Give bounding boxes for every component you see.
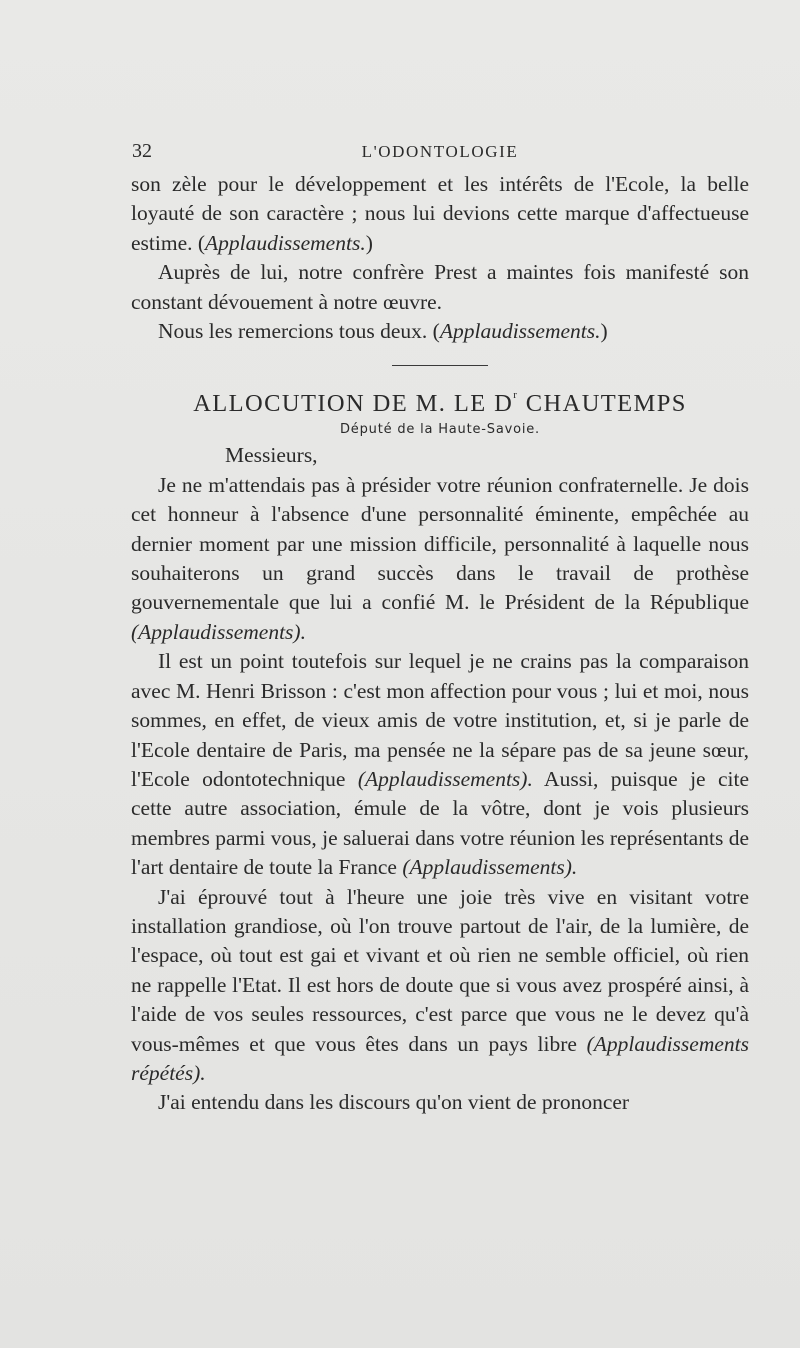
speech-paragraph-1: [131, 471, 749, 647]
intro-paragraph-2: Auprès de lui, notre confrère Prest a maintes fois manifesté son constant dévouement à notre œuvre.: [131, 260, 749, 314]
journal-title: L'ODONTOLOGIE: [361, 142, 519, 161]
section-title-part2: CHAUTEMPS: [518, 390, 687, 418]
speech-paragraph-3: [131, 883, 749, 1089]
speech-paragraph-3-text: J'ai éprouvé tout à l'heure une joie très vive en visitant votre installation grandiose, où l'on trouve partout de l'air, de la lumière, de l'espace, où tout est gai et vivant et où rien ne semble officiel, où rien ne rappelle l'Etat. Il est hors de doute que si vous avez prospéré ainsi, à l'aide de vos seules ressources, c'est parce que vous ne le devez qu'à vous-mêmes et que vous êtes dans un pays libre: [131, 884, 749, 1056]
applause-note: Applaudissements.: [205, 230, 366, 255]
section-title-part1: ALLOCUTION DE M. LE D: [193, 390, 514, 418]
speech-paragraph-2: [131, 647, 749, 882]
applause-note: (Applaudissements).: [357, 766, 533, 791]
page-number: 32: [132, 140, 152, 162]
applause-note: (Applaudissements répétés).: [131, 1031, 749, 1085]
paren-close: ): [365, 230, 373, 255]
salutation: Messieurs,: [225, 443, 318, 468]
body-text: [131, 170, 749, 1118]
intro-paragraph-1-text: son zèle pour le développement et les intérêts de l'Ecole, la belle loyauté de son caractère ; nous lui devions cette marque d'affectueuse estime. (: [131, 172, 749, 255]
applause-note: Applaudissements.: [439, 319, 601, 344]
section-title-sup: r: [513, 389, 519, 402]
section-title: [131, 389, 749, 419]
running-head: [130, 140, 750, 164]
speech-paragraph-1-text: Je ne m'attendais pas à présider votre réunion confraternelle. Je dois cet honneur à l'absence d'une personnalité éminente, empêchée au dernier moment par une mission difficile, personnalité à laquelle nous souhaiterons un grand succès dans le travail de prothèse gouvernementale que lui a confié M. le Président de la République: [131, 472, 749, 615]
speech-paragraph-2-text-b: Aussi, puisque je cite cette autre association, émule de la vôtre, dont je vois plusieurs membres parmi vous, je saluerai dans votre réunion les représentants de l'art dentaire de toute la France: [131, 766, 749, 880]
section-divider: [392, 365, 488, 366]
paren-close: ): [600, 319, 608, 344]
speech-paragraph-2-text-a: Il est un point toutefois sur lequel je ne crains pas la comparaison avec M. Henri Brisson : c'est mon affection pour vous ; lui et moi, nous sommes, en effet, de vieux amis de votre institution, et, si je parle de l'Ecole dentaire de Paris, ma pensée ne la sépare pas de sa jeune sœur, l'Ecole odontotechnique: [131, 649, 749, 791]
intro-paragraph-1: [131, 170, 749, 258]
intro-paragraph-3: [131, 317, 749, 346]
applause-note: (Applaudissements).: [402, 855, 578, 880]
section-subtitle: Député de la Haute-Savoie.: [340, 422, 540, 438]
speech-paragraph-4: J'ai entendu dans les discours qu'on vient de prononcer: [158, 1090, 630, 1115]
intro-paragraph-3-text: Nous les remercions tous deux. (: [158, 319, 440, 344]
applause-note: (Applaudissements).: [131, 619, 306, 644]
